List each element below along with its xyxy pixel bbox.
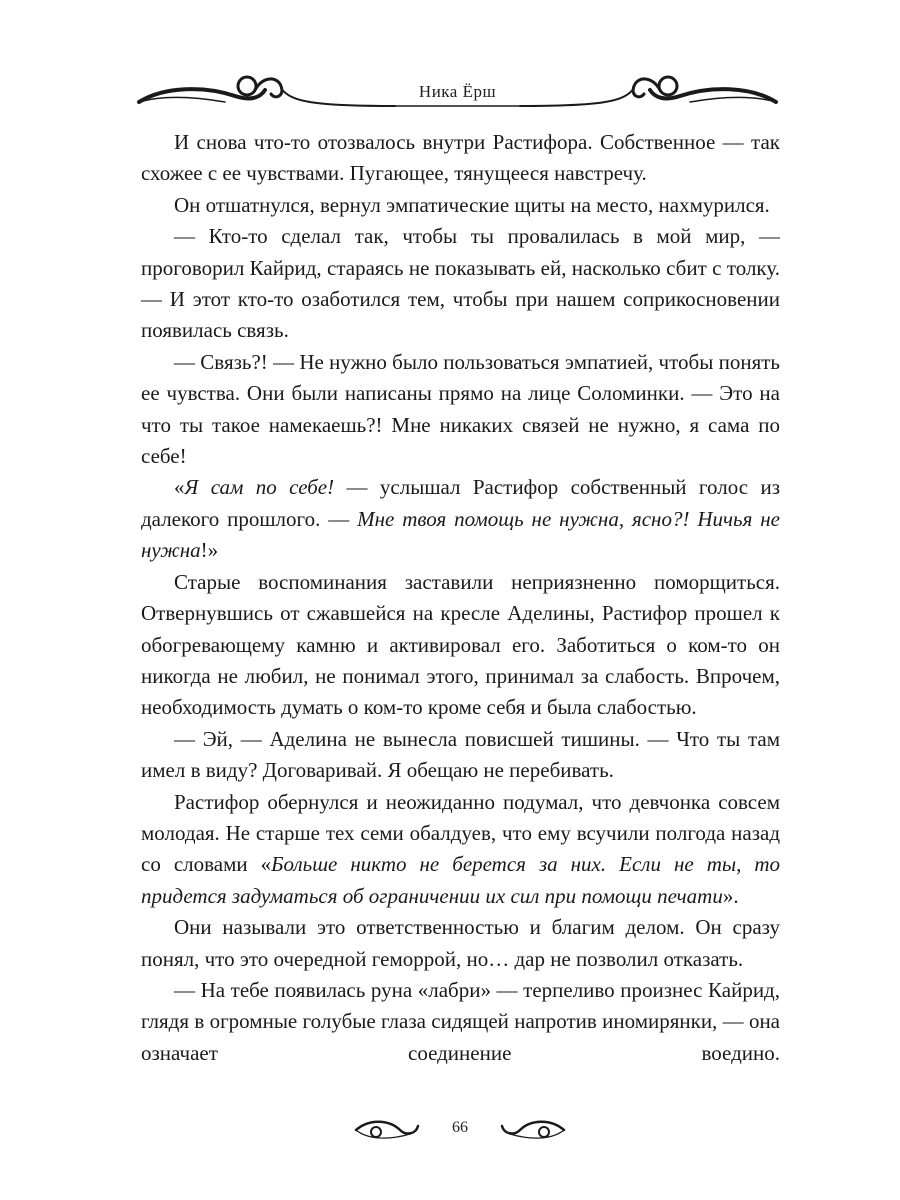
- paragraph: — Связь?! — Не нужно было пользоваться эмпатией, чтобы понять ее чувства. Они были написаны прямо на лице Соломинки. — Это на что ты такое намекаешь?! Мне никаких связей не нужно, я сама по себе!: [141, 349, 780, 469]
- page-footer: [350, 1112, 570, 1148]
- paragraph: — На тебе появилась руна «лабри» — терпеливо произнес Кайрид, глядя в огромные голубые глаза сидящей напротив иномирянки, — она означает соединение воедино.: [141, 977, 780, 1065]
- running-header: [135, 66, 780, 112]
- author-name: Ника Ёрш: [418, 82, 497, 101]
- paragraph: Старые воспоминания заставили неприязненно поморщиться. Отвернувшись от сжавшейся на кресле Аделины, Растифор прошел к обогревающему камню и активировал его. Заботиться о ком-то он никогда не любил, не понимал этого, принимал за слабость. Впрочем, необходимость думать о ком-то кроме себя и была слабостью.: [141, 569, 780, 720]
- paragraph: «Я сам по себе! — услышал Растифор собственный голос из далекого прошлого. — Мне твоя помощь не нужна, ясно?! Ничья не нужна!»: [141, 475, 780, 563]
- paragraph: И снова что-то отозвалось внутри Растифора. Собственное — так схожее с ее чувствами. Пугающее, тянущееся навстречу.: [141, 130, 780, 186]
- paragraph: — Эй, — Аделина не вынесла повисшей тишины. — Что ты там имел в виду? Договаривай. Я обещаю не перебивать.: [141, 726, 780, 783]
- paragraph: Растифор обернулся и неожиданно подумал, что девчонка совсем молодая. Не старше тех семи обалдуев, что ему всучили полгода назад со словами «Больше никто не берется за них. Если не ты, то придется задуматься об ограничении их сил при помощи печати».: [141, 789, 780, 908]
- page-number: 66: [452, 1119, 468, 1136]
- paragraph: Они называли это ответственностью и благим делом. Он сразу понял, что это очередной геморрой, но… дар не позволил отказать.: [141, 915, 780, 971]
- paragraph: Он отшатнулся, вернул эмпатические щиты на место, нахмурился.: [174, 192, 770, 217]
- paragraph: — Кто-то сделал так, чтобы ты провалилась в мой мир, — проговорил Кайрид, стараясь не показывать ей, насколько сбит с толку. — И этот кто-то озаботился тем, чтобы при нашем соприкосновении появилась связь.: [141, 224, 780, 343]
- italic-quote: Мне твоя помощь не нужна, ясно?! Ничья не нужна: [141, 506, 780, 563]
- body-text: [141, 127, 780, 1069]
- italic-quote: Больше никто не берется за них. Если не ты, то придется задуматься об ограничении их сил при помощи печати: [141, 852, 780, 908]
- italic-quote: Я сам по себе!: [184, 475, 335, 500]
